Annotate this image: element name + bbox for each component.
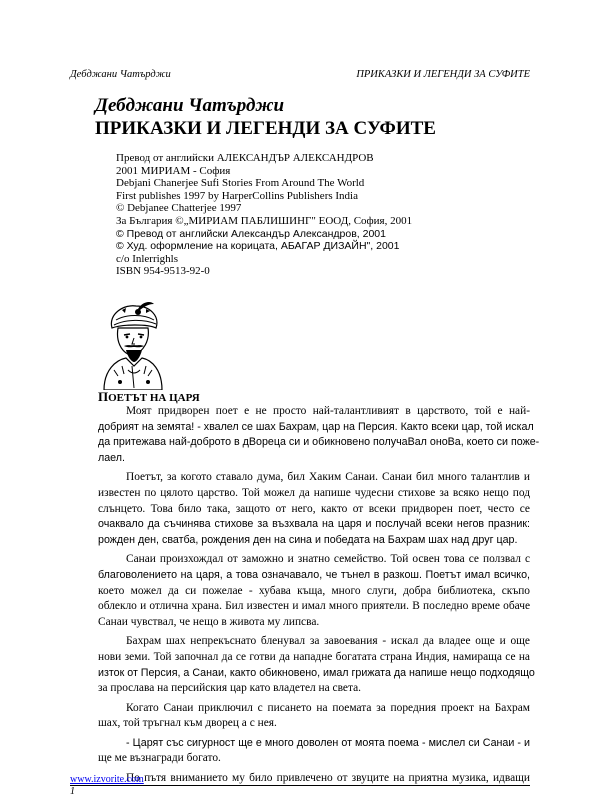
imprint-line: 2001 МИРИАМ - София <box>116 164 231 177</box>
running-header-title: ПРИКАЗКИ И ЛЕГЕНДИ ЗА СУФИТЕ <box>356 69 530 80</box>
page-number: 1 <box>70 786 75 797</box>
chapter-title-rest: ОЕТЪТ НА ЦАРЯ <box>108 392 200 404</box>
book-title: ПРИКАЗКИ И ЛЕГЕНДИ ЗА СУФИТЕ <box>95 118 436 139</box>
text-line: Санаи чувствал, че нещо в живота му липсва. <box>98 615 320 628</box>
footer-divider <box>70 785 530 786</box>
footer-website-link[interactable]: www.izvorite.com <box>70 774 144 785</box>
story-paragraph <box>98 470 530 548</box>
story-body <box>98 404 540 787</box>
text-line: Санаи произхождал от заможно и знатно семейство. Той освен това се ползвал с <box>126 553 530 566</box>
text-line: Моят придворен поет е не просто най-талантливият в царството, той е най- <box>126 405 530 417</box>
text-line: облекло и отлична храна. Бил известен и имал много приятели. В последно време обаче <box>98 600 530 613</box>
text-line: Когато Санаи приключил с писането на поемата за поредния проект на Бахрам <box>126 701 530 714</box>
story-paragraph <box>98 701 530 732</box>
story-paragraph <box>98 634 535 696</box>
imprint-block <box>116 152 456 278</box>
imprint-line: © Худ. оформление на корицата, АБАГАР ДИЗАЙН", 2001 <box>116 240 400 253</box>
imprint-line: Превод от английски АЛЕКСАНДЪР АЛЕКСАНДРОВ <box>116 152 374 164</box>
text-line: очаквало да съчинява стихове за възхвала на царя и послучай всеки негов празник: <box>98 518 530 531</box>
text-line: за прослава на персийския цар като владетел на света. <box>98 682 361 695</box>
imprint-line: © Debjanee Chatterjee 1997 <box>116 202 242 215</box>
text-line: изток от Персия, а Санаи, както обикновено, имал грижата да напише нещо подходящо <box>98 666 535 679</box>
text-line: рожден ден, сватба, рождения ден на сина и победата на Бахрам шах над друг цар. <box>98 533 518 546</box>
imprint-line: За България ©„МИРИАМ ПАБЛИШИНГ" ЕООД, София, 2001 <box>116 214 413 227</box>
text-line: По пътя вниманието му било привлечено от звуците на приятна музика, идващи <box>126 772 530 785</box>
text-line: ще ме възнагради богато. <box>98 752 221 765</box>
running-header-author: Дебджани Чатърджи <box>70 69 171 80</box>
text-line: слънцето. Това било така, защото от него, както от всеки придворен поет, често се <box>98 502 530 515</box>
imprint-line: c/o Inlerrighls <box>116 252 179 265</box>
text-line: лаел. <box>98 451 125 464</box>
story-paragraph <box>98 552 530 630</box>
text-line: - Царят със сигурност ще е много доволен от моята поема - мислел си Санаи - и <box>126 736 530 749</box>
imprint-line: Debjani Chanerjee Sufi Stories From Around The World <box>116 177 365 190</box>
text-line: благоволението на царя, а това означавало, че тънел в разкош. Поетът имал всичко, <box>98 568 530 581</box>
imprint-line: First publishes 1997 by HarperCollins Publishers India <box>116 189 358 202</box>
imprint-line: © Превод от английски Александър Александров, 2001 <box>116 227 386 240</box>
text-line: Поетът, за когото ставало дума, бил Хаким Санаи. Санаи бил много талантлив и <box>126 471 530 484</box>
text-line: да притежава най-доброто в дВореца си и обикновено получаВал оноВа, което си поже- <box>98 436 540 449</box>
text-line: шах, той тръгнал към дворец а с нея. <box>98 717 277 730</box>
text-line: което можел да си пожелае - хубава къща, много слуги, добра библиотека, скъпо <box>98 584 530 597</box>
author-name: Дебджани Чатърджи <box>95 95 285 116</box>
text-line: добрият на земята! - хвалел се шах Бахрам, цар на Персия. Както всеки цар, той искал <box>98 420 534 433</box>
story-paragraph <box>98 736 530 767</box>
text-line: известен по цялото царство. Той можел да напише чудесни стихове за всяко нещо под <box>98 486 530 499</box>
imprint-line: ISBN 954-9513-92-0 <box>116 265 210 278</box>
text-line: Бахрам шах непрекъснато бленувал за завоевания - искал да владее още и още <box>126 635 530 648</box>
chapter-title-initial: П <box>98 389 109 404</box>
text-line: нови земи. Той започнал да се готви да нападне богатата страна Индия, намираща се на <box>98 650 530 663</box>
poet-portrait-illustration <box>98 300 168 390</box>
story-paragraph <box>98 404 540 466</box>
chapter-title <box>98 389 200 405</box>
running-header <box>70 69 530 83</box>
